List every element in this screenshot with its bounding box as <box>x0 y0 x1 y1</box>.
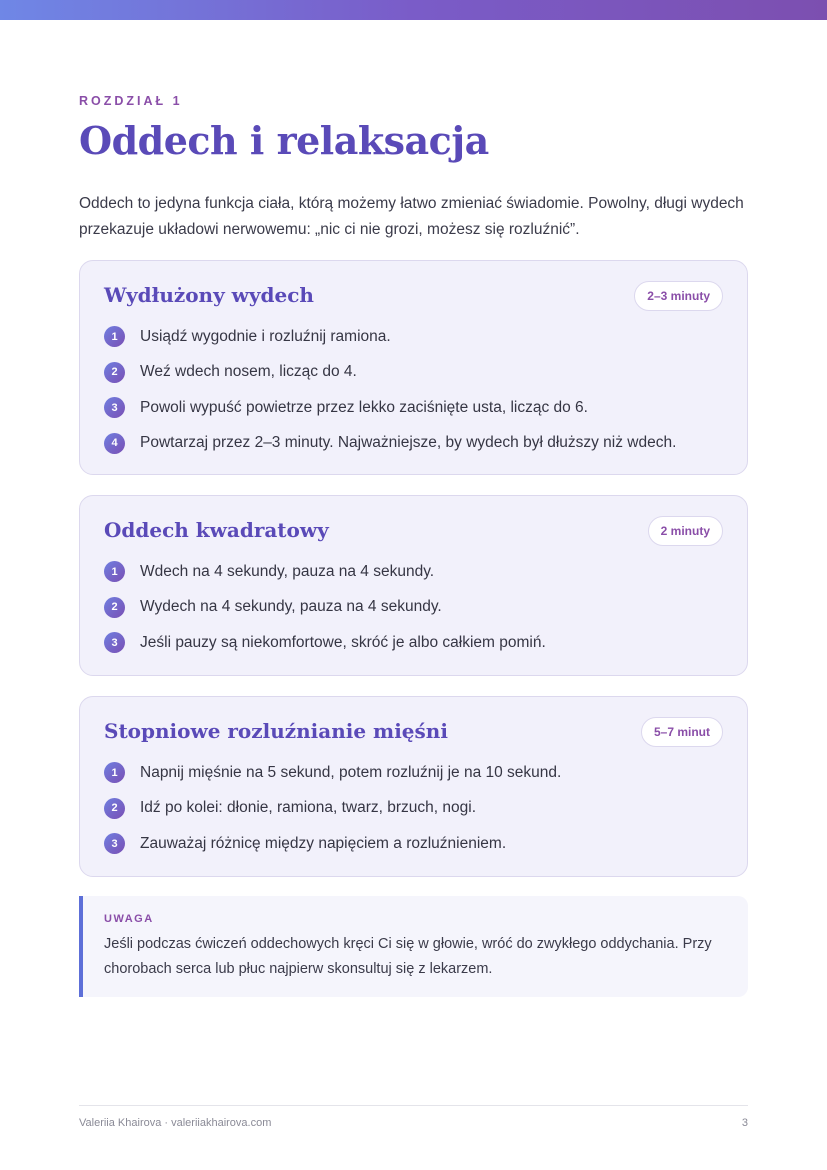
step-item <box>104 826 724 862</box>
card-title: Oddech kwadratowy <box>104 518 329 542</box>
step-number: 1 <box>104 326 125 347</box>
step-text: Zauważaj różnicę między napięciem a rozluźnieniem. <box>140 834 507 852</box>
footer-author: Valeriia Khairova · valeriiakhairova.com <box>79 1117 272 1129</box>
exercise-card-extended-exhale <box>79 260 748 475</box>
exercise-card-box-breathing <box>79 495 748 676</box>
card-title: Stopniowe rozluźnianie mięśni <box>104 719 448 743</box>
duration-badge: 2–3 minuty <box>634 281 723 311</box>
step-number: 3 <box>104 632 125 653</box>
step-text: Napnij mięśnie na 5 sekund, potem rozluźnij je na 10 sekund. <box>140 763 562 781</box>
steps-list <box>104 554 724 661</box>
steps-list <box>104 755 724 862</box>
step-text: Usiądź wygodnie i rozluźnij ramiona. <box>140 327 391 345</box>
step-item <box>104 426 724 462</box>
step-number: 3 <box>104 397 125 418</box>
note-text: Jeśli podczas ćwiczeń oddechowych kręci Ci się w głowie, wróć do zwykłego oddychania. Przy chorobach serca lub płuc najpierw skonsultuj się z lekarzem. <box>104 936 712 977</box>
duration-badge: 5–7 minut <box>641 717 723 747</box>
exercise-card-progressive-relaxation <box>79 696 748 877</box>
step-number: 2 <box>104 362 125 383</box>
step-item <box>104 355 724 391</box>
footer-divider <box>79 1105 748 1106</box>
step-number: 2 <box>104 798 125 819</box>
step-text: Wdech na 4 sekundy, pauza na 4 sekundy. <box>140 562 435 580</box>
step-item <box>104 791 724 827</box>
card-title: Wydłużony wydech <box>104 283 314 307</box>
step-text: Powoli wypuść powietrze przez lekko zaciśnięte usta, licząc do 6. <box>140 398 588 416</box>
warning-note <box>79 896 748 997</box>
note-label: UWAGA <box>104 913 154 925</box>
page-title: Oddech i relaksacja <box>79 118 489 163</box>
step-text: Powtarzaj przez 2–3 minuty. Najważniejsze, by wydech był dłuższy niż wdech. <box>140 434 677 452</box>
steps-list <box>104 319 724 461</box>
step-number: 1 <box>104 561 125 582</box>
step-number: 2 <box>104 597 125 618</box>
step-item <box>104 755 724 791</box>
duration-badge: 2 minuty <box>648 516 723 546</box>
intro-paragraph: Oddech to jedyna funkcja ciała, którą możemy łatwo zmieniać świadomie. Powolny, długi wydech przekazuje układowi nerwowemu: „nic ci nie grozi, możesz się rozluźnić”. <box>79 195 744 238</box>
step-text: Wydech na 4 sekundy, pauza na 4 sekundy. <box>140 598 442 616</box>
step-number: 4 <box>104 433 125 454</box>
page-number: 3 <box>741 1117 748 1129</box>
step-text: Idź po kolei: dłonie, ramiona, twarz, brzuch, nogi. <box>140 799 477 817</box>
step-item <box>104 319 724 355</box>
step-item <box>104 590 724 626</box>
step-text: Weź wdech nosem, licząc do 4. <box>140 363 357 381</box>
top-gradient-bar <box>0 0 827 20</box>
step-item <box>104 554 724 590</box>
step-number: 3 <box>104 833 125 854</box>
step-item <box>104 390 724 426</box>
chapter-kicker: ROZDZIAŁ 1 <box>79 94 183 108</box>
step-number: 1 <box>104 762 125 783</box>
step-item <box>104 625 724 661</box>
step-text: Jeśli pauzy są niekomfortowe, skróć je albo całkiem pomiń. <box>140 633 546 651</box>
